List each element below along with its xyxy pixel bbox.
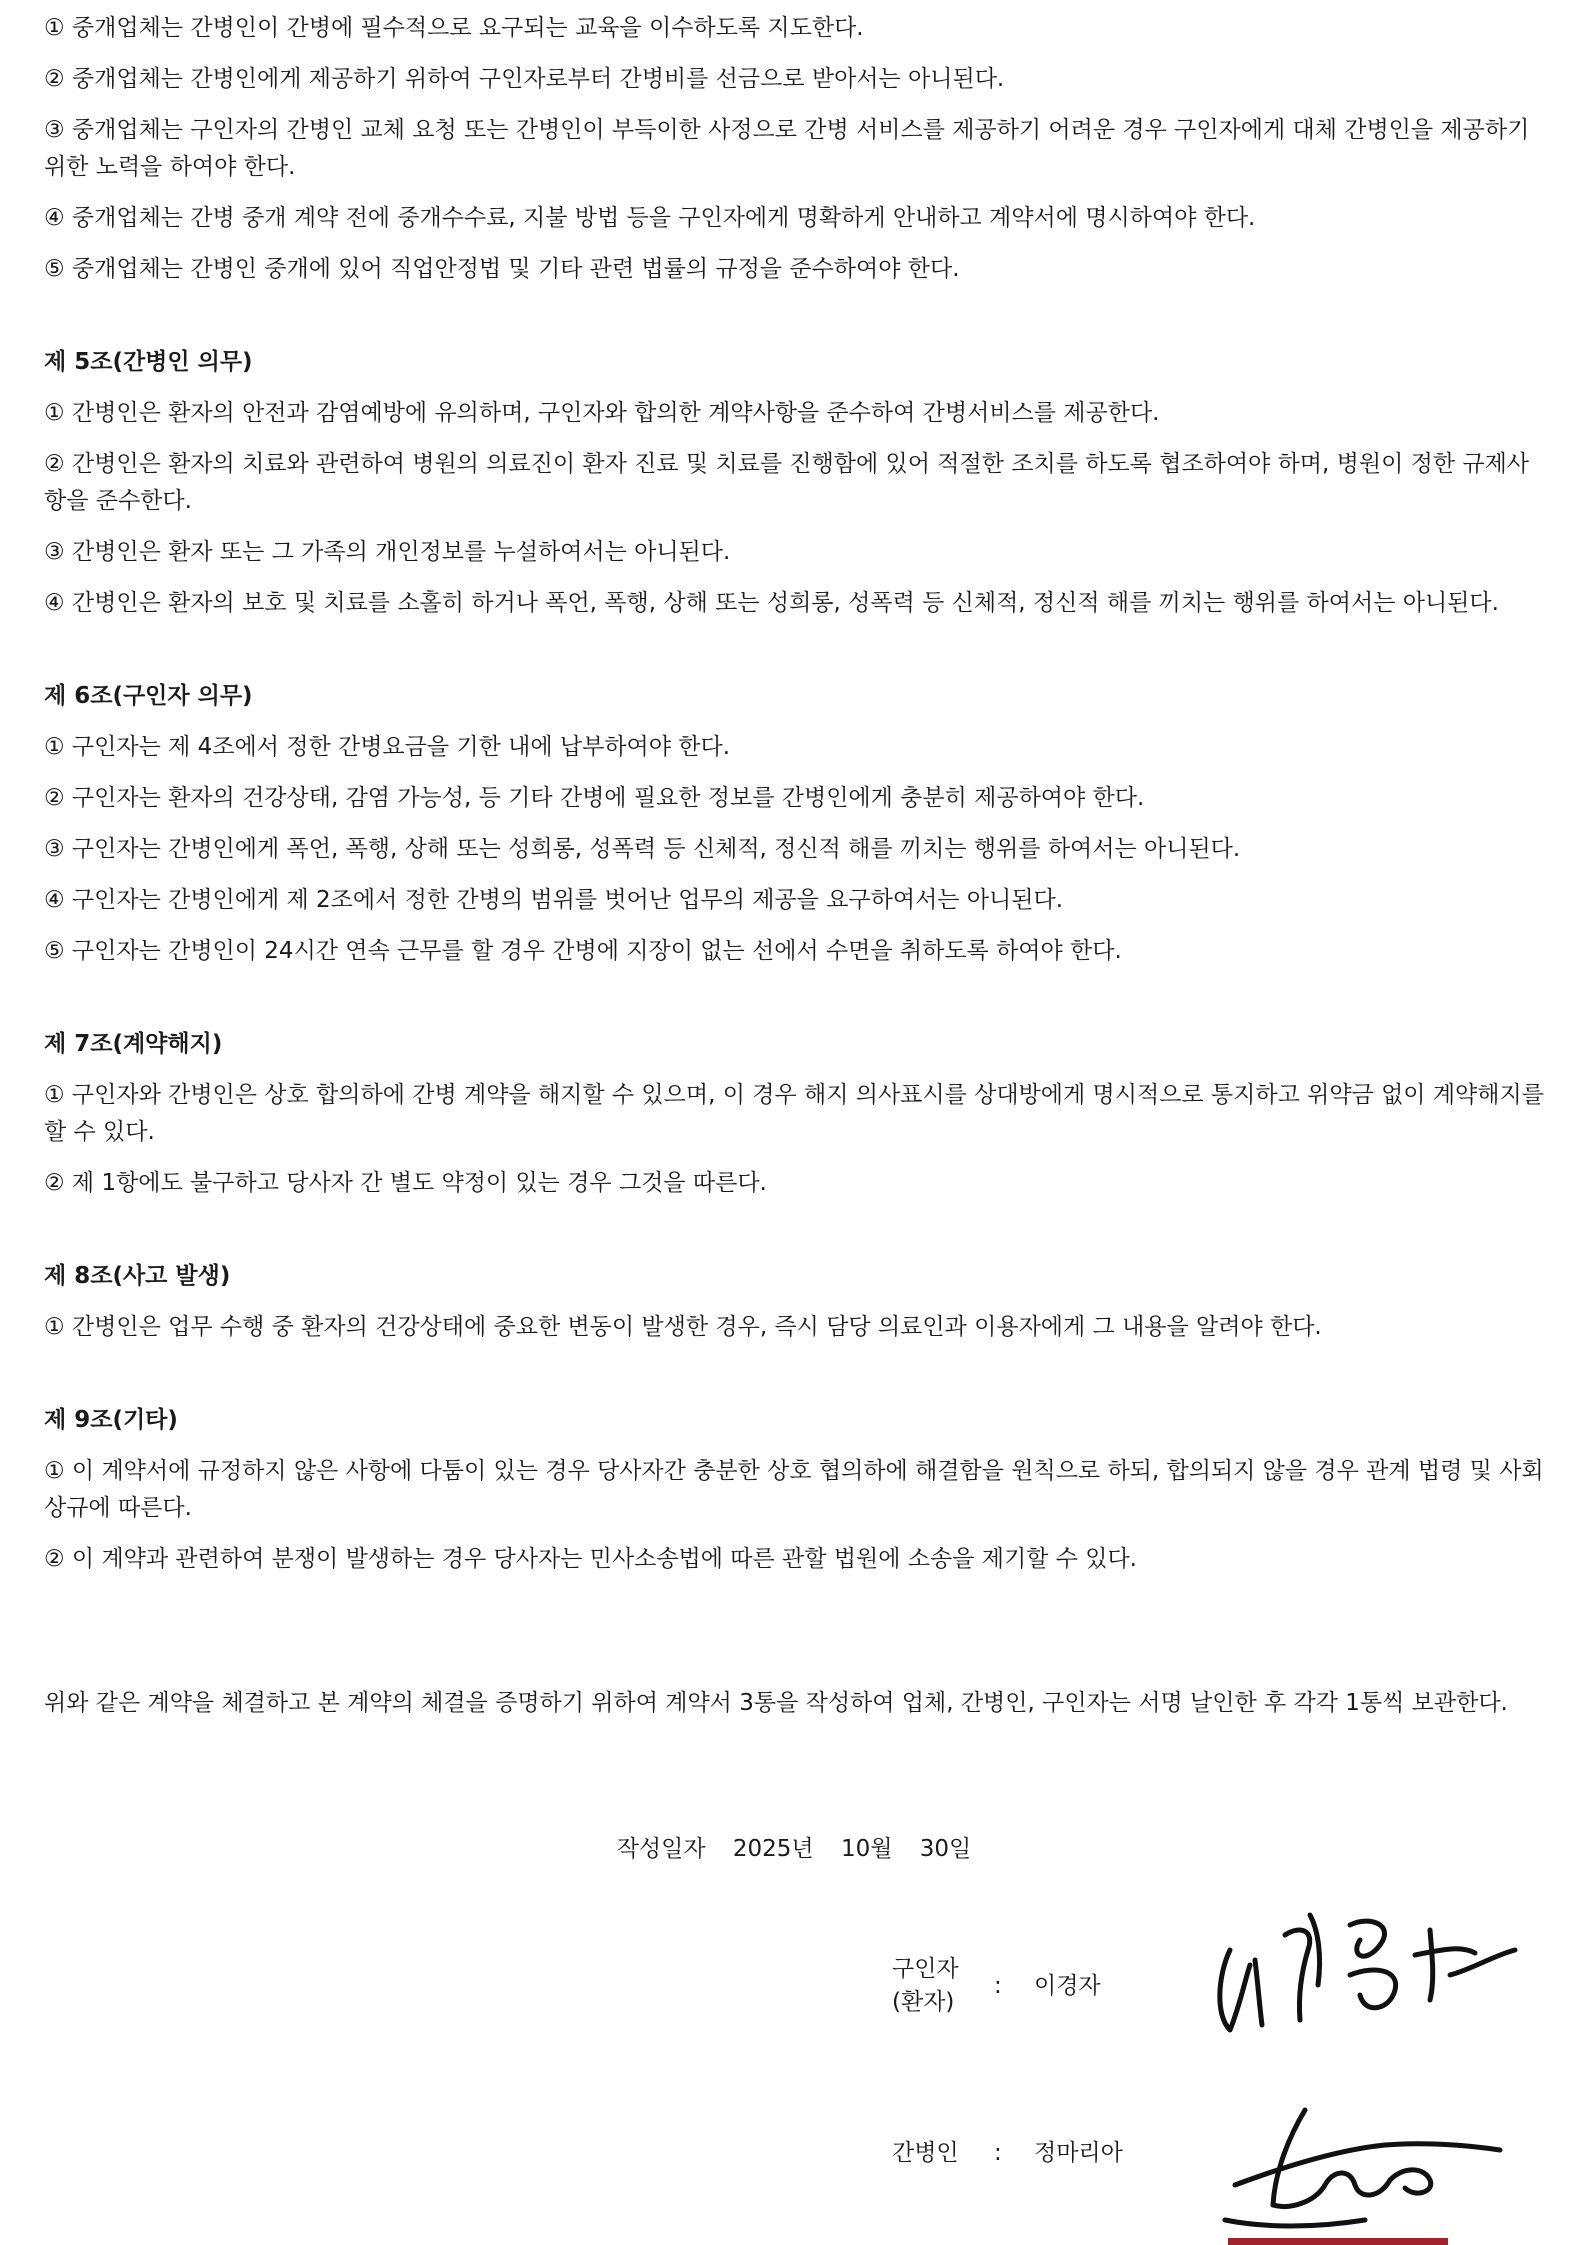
handwritten-signature-icon	[1200, 1895, 1530, 2055]
clause: ④ 중개업체는 간병 중개 계약 전에 중개수수료, 지불 방법 등을 구인자에게 명확하게 안내하고 계약서에 명시하여야 한다.	[44, 205, 1256, 231]
clause: ④ 간병인은 환자의 보호 및 치료를 소홀히 하거나 폭언, 폭행, 상해 또는 성희롱, 성폭력 등 신체적, 정신적 해를 끼치는 행위를 하여서는 아니된다.	[44, 590, 1499, 616]
clause: ① 중개업체는 간병인이 간병에 필수적으로 요구되는 교육을 이수하도록 지도한다.	[44, 15, 864, 41]
section-article-6	[44, 678, 1544, 970]
section-title: 제 5조(간병인 의무)	[44, 349, 253, 375]
section-article-8	[44, 1258, 1544, 1346]
clause: ② 이 계약과 관련하여 분쟁이 발생하는 경우 당사자는 민사소송법에 따른 관할 법원에 소송을 제기할 수 있다.	[44, 1546, 1137, 1572]
section-article-7	[44, 1026, 1544, 1202]
clause: ② 구인자는 환자의 건강상태, 감염 가능성, 등 기타 간병에 필요한 정보를 간병인에게 충분히 제공하여야 한다.	[44, 785, 1145, 811]
section-title: 제 9조(기타)	[44, 1407, 178, 1433]
section-article-9	[44, 1402, 1544, 1578]
handwritten-signature-icon	[1215, 2090, 1515, 2240]
date-label: 작성일자	[616, 1836, 706, 1862]
clause: ③ 중개업체는 구인자의 간병인 교체 요청 또는 간병인이 부득이한 사정으로 간병 서비스를 제공하기 어려운 경우 구인자에게 대체 간병인을 제공하기 위한 노력을 하여야 한다.	[44, 117, 1530, 180]
clause: ③ 구인자는 간병인에게 폭언, 폭행, 상해 또는 성희롱, 성폭력 등 신체적, 정신적 해를 끼치는 행위를 하여서는 아니된다.	[44, 836, 1241, 862]
section-title: 제 7조(계약해지)	[44, 1031, 223, 1057]
clause: ④ 구인자는 간병인에게 제 2조에서 정한 간병의 범위를 벗어난 업무의 제공을 요구하여서는 아니된다.	[44, 887, 1064, 913]
clause: ③ 간병인은 환자 또는 그 가족의 개인정보를 누설하여서는 아니된다.	[44, 539, 731, 565]
footer-accent-bar	[1228, 2238, 1448, 2245]
section-title: 제 8조(사고 발생)	[44, 1263, 231, 1289]
closing-statement: 위와 같은 계약을 체결하고 본 계약의 체결을 증명하기 위하여 계약서 3통을 작성하여 업체, 간병인, 구인자는 서명 날인한 후 각각 1통씩 보관한다.	[44, 1690, 1508, 1716]
clause: ② 제 1항에도 불구하고 당사자 간 별도 약정이 있는 경우 그것을 따른다.	[44, 1170, 767, 1196]
signatory-label	[892, 2137, 959, 2170]
clause: ⑤ 구인자는 간병인이 24시간 연속 근무를 할 경우 간병에 지장이 없는 선에서 수면을 취하도록 하여야 한다.	[44, 938, 1122, 964]
section-title: 제 6조(구인자 의무)	[44, 683, 253, 709]
signatory-colon: :	[994, 2140, 1002, 2166]
contract-body	[44, 0, 1544, 1634]
signatory-label	[892, 1953, 959, 2019]
date-day: 30일	[919, 1836, 972, 1862]
clause: ① 간병인은 환자의 안전과 감염예방에 유의하며, 구인자와 합의한 계약사항을 준수하여 간병서비스를 제공한다.	[44, 400, 1160, 426]
signatory-name: 이경자	[1034, 1973, 1101, 1999]
intro-clauses	[44, 0, 1544, 288]
clause: ① 이 계약서에 규정하지 않은 사항에 다툼이 있는 경우 당사자간 충분한 상호 협의하에 해결함을 원칙으로 하되, 합의되지 않을 경우 관계 법령 및 사회상규에 따른다.	[44, 1458, 1544, 1521]
signatory-label-line2: (환자)	[892, 1989, 955, 2015]
date-line	[0, 1830, 1588, 1863]
clause: ② 중개업체는 간병인에게 제공하기 위하여 구인자로부터 간병비를 선금으로 받아서는 아니된다.	[44, 66, 1005, 92]
signatory-label-line1: 구인자	[892, 1956, 959, 1982]
signatory-colon: :	[994, 1973, 1002, 1999]
clause: ① 구인자와 간병인은 상호 합의하에 간병 계약을 해지할 수 있으며, 이 경우 해지 의사표시를 상대방에게 명시적으로 통지하고 위약금 없이 계약해지를 할 수 있다.	[44, 1082, 1544, 1145]
clause: ⑤ 중개업체는 간병인 중개에 있어 직업안정법 및 기타 관련 법률의 규정을 준수하여야 한다.	[44, 256, 960, 282]
section-article-5	[44, 344, 1544, 622]
clause: ② 간병인은 환자의 치료와 관련하여 병원의 의료진이 환자 진료 및 치료를 진행함에 있어 적절한 조치를 하도록 협조하여야 하며, 병원이 정한 규제사항을 준수한다.	[44, 451, 1530, 514]
clause: ① 간병인은 업무 수행 중 환자의 건강상태에 중요한 변동이 발생한 경우, 즉시 담당 의료인과 이용자에게 그 내용을 알려야 한다.	[44, 1314, 1322, 1340]
date-month: 10월	[840, 1836, 893, 1862]
clause: ① 구인자는 제 4조에서 정한 간병요금을 기한 내에 납부하여야 한다.	[44, 734, 731, 760]
signatory-label-line1: 간병인	[892, 2140, 959, 2166]
signatory-name: 정마리아	[1034, 2140, 1123, 2166]
date-year: 2025년	[732, 1836, 814, 1862]
